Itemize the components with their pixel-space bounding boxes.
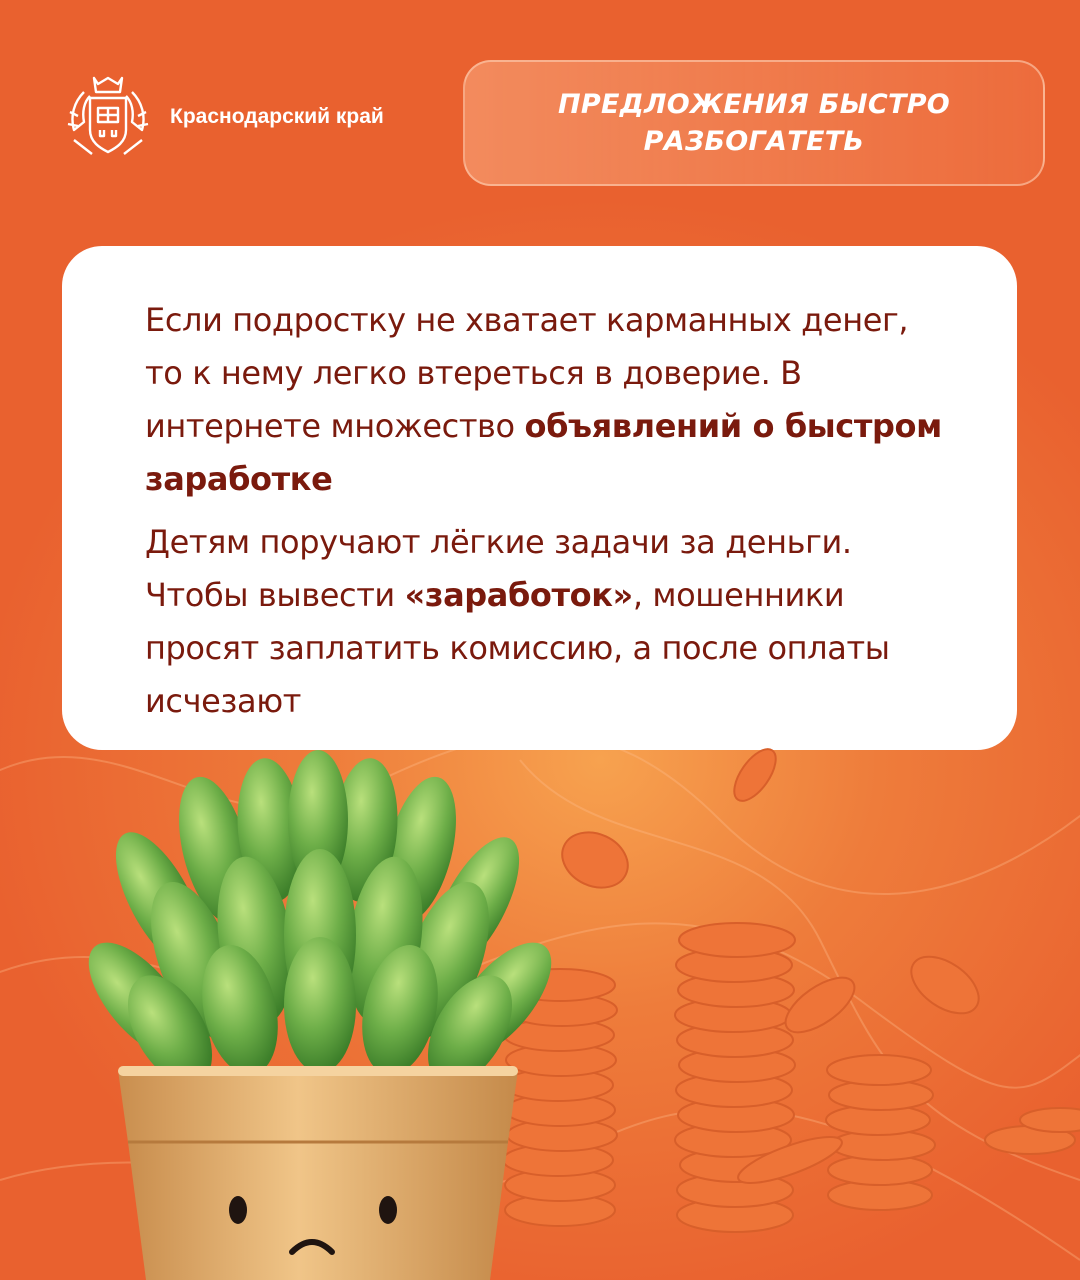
paragraph-1-text: Если подростку не хватает карманных денег, то к нему легко втереться в доверие. В интернете множество — [145, 301, 909, 445]
coin-stacks-icon — [503, 742, 1080, 1232]
paragraph-2-text: Детям поручают лёгкие задачи за деньги. Чтобы вывести — [145, 523, 852, 614]
topic-title: ПРЕДЛОЖЕНИЯ БЫСТРО РАЗБОГАТЕТЬ — [557, 89, 951, 157]
paragraph-1-highlight: объявлений о быстром заработке — [145, 407, 942, 498]
succulent-pot-icon — [70, 750, 569, 1280]
region-name: Краснодарский край — [170, 104, 384, 128]
paragraph-2-rest: , мошенники просят заплатить комиссию, а после оплаты исчезают — [145, 576, 890, 720]
paragraph-2-highlight: «заработок» — [404, 576, 633, 614]
